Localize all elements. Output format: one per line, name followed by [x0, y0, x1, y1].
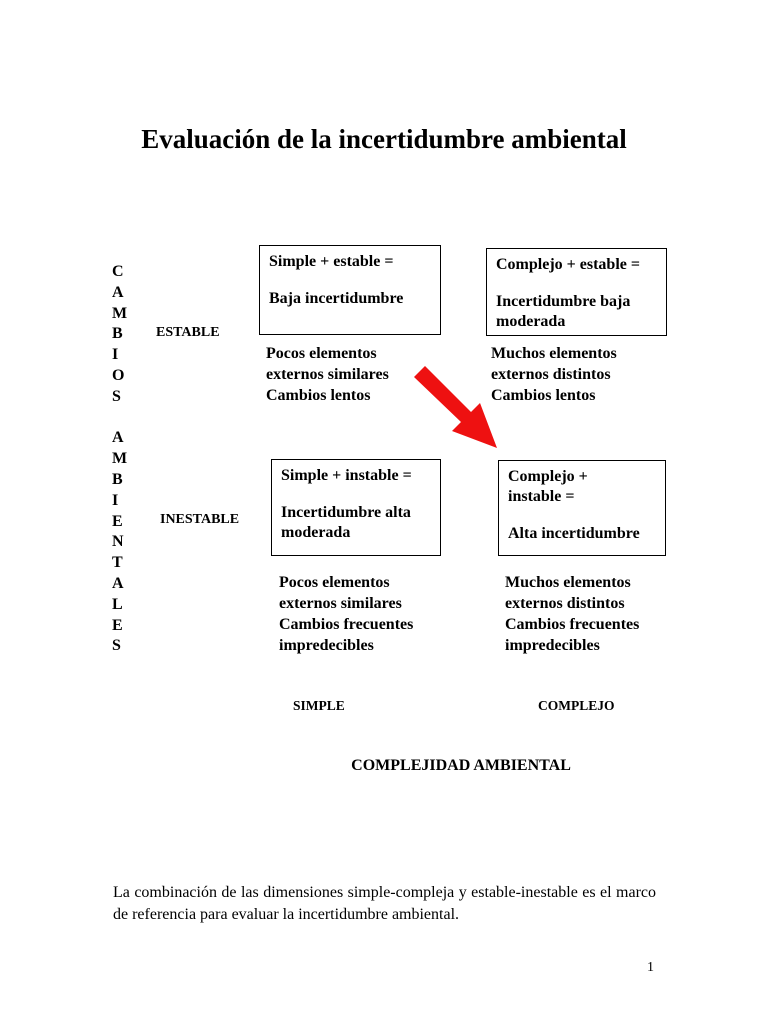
- vertical-letter: A: [112, 283, 124, 301]
- red-arrow-icon: [410, 362, 505, 457]
- vertical-letter: N: [112, 533, 124, 551]
- desc-line: Cambios frecuentes: [279, 616, 414, 633]
- row-label-inestable: INESTABLE: [160, 512, 240, 527]
- horizontal-axis-label: COMPLEJIDAD AMBIENTAL: [351, 757, 571, 774]
- box-heading: Simple + instable =: [281, 467, 412, 484]
- desc-line: externos similares: [266, 366, 389, 383]
- vertical-letter: M: [112, 304, 128, 322]
- box-result: Alta incertidumbre: [508, 525, 640, 542]
- cell-box-complejo-inestable: [498, 460, 666, 556]
- desc-line: Cambios frecuentes: [505, 616, 640, 633]
- cell-desc-simple-inestable: [279, 572, 413, 656]
- desc-line: Pocos elementos: [279, 574, 390, 591]
- desc-line: Muchos elementos: [505, 574, 631, 591]
- desc-line: Cambios lentos: [491, 387, 596, 404]
- desc-line: impredecibles: [505, 637, 600, 654]
- box-result-cont: moderada: [496, 313, 566, 330]
- body-paragraph: La combinación de las dimensiones simple-compleja y estable-inestable es el marco de referencia para evaluar la incertidumbre ambiental.: [113, 884, 656, 923]
- desc-line: externos distintos: [491, 366, 611, 383]
- box-heading-cont: instable =: [508, 488, 575, 505]
- vertical-letter: B: [112, 325, 123, 343]
- box-heading: Complejo +: [508, 468, 588, 485]
- vertical-letter: T: [112, 554, 123, 572]
- box-result: Incertidumbre baja: [496, 293, 631, 310]
- box-result: Incertidumbre alta: [281, 504, 411, 521]
- vertical-axis-label: [112, 262, 132, 657]
- box-heading: Complejo + estable =: [496, 256, 640, 273]
- cell-box-complejo-estable: [486, 248, 667, 336]
- desc-line: Muchos elementos: [491, 345, 617, 362]
- vertical-letter: L: [112, 595, 123, 613]
- column-label-complejo: COMPLEJO: [538, 698, 615, 713]
- vertical-letter: I: [112, 346, 119, 364]
- box-result: Baja incertidumbre: [269, 290, 404, 307]
- vertical-letter: I: [112, 491, 119, 509]
- desc-line: Cambios lentos: [266, 387, 371, 404]
- box-result-cont: moderada: [281, 524, 351, 541]
- vertical-letter: [112, 408, 132, 429]
- vertical-letter: B: [112, 470, 123, 488]
- vertical-letter: S: [112, 637, 121, 655]
- desc-line: impredecibles: [279, 637, 374, 654]
- vertical-letter: S: [112, 387, 121, 405]
- vertical-letter: A: [112, 574, 124, 592]
- cell-desc-complejo-estable: [491, 343, 617, 406]
- page-number: 1: [647, 960, 654, 975]
- column-label-simple: SIMPLE: [293, 698, 345, 713]
- desc-line: Pocos elementos: [266, 345, 377, 362]
- desc-line: externos similares: [279, 595, 402, 612]
- vertical-letter: A: [112, 429, 124, 447]
- cell-box-simple-estable: [259, 245, 441, 335]
- row-label-estable: ESTABLE: [156, 325, 220, 340]
- cell-desc-complejo-inestable: [505, 572, 639, 656]
- cell-desc-simple-estable: [266, 343, 389, 406]
- page-title: Evaluación de la incertidumbre ambiental: [141, 124, 627, 154]
- vertical-letter: O: [112, 366, 125, 384]
- cell-box-simple-inestable: [271, 459, 441, 556]
- vertical-letter: M: [112, 450, 128, 468]
- vertical-letter: C: [112, 263, 124, 280]
- desc-line: externos distintos: [505, 595, 625, 612]
- box-heading: Simple + estable =: [269, 253, 394, 270]
- vertical-letter: E: [112, 512, 123, 530]
- vertical-letter: E: [112, 616, 123, 634]
